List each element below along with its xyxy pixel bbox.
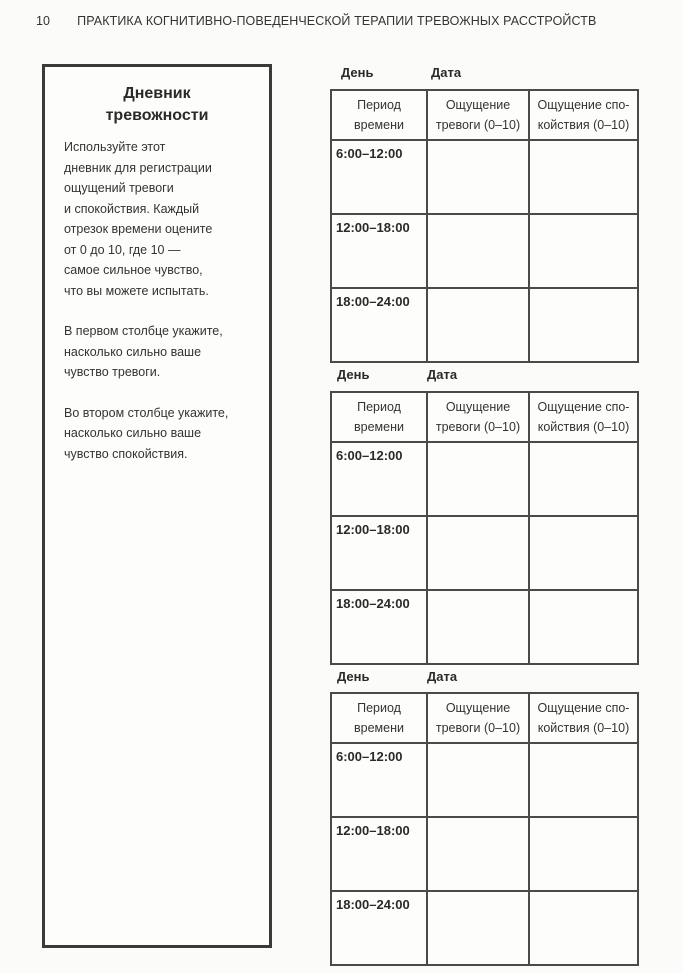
diary-table: [330, 89, 639, 363]
instructions-line: от 0 до 10, где 10 —: [64, 242, 181, 257]
calm-cell[interactable]: [529, 288, 638, 362]
period-cell: 12:00–18:00: [331, 817, 427, 891]
anxiety-column-header: Ощущение тревоги (0–10): [427, 90, 529, 140]
instructions-line: и спокойствия. Каждый: [64, 201, 200, 216]
instructions-line: чувство спокойствия.: [64, 446, 188, 461]
first-column-note: [64, 321, 255, 383]
date-label: Дата: [427, 669, 458, 684]
anxiety-cell[interactable]: [427, 442, 529, 516]
day-date-row: [337, 367, 457, 382]
instructions-line: В первом столбце укажите,: [64, 324, 223, 338]
instructions-line: Во втором столбце укажите,: [64, 405, 229, 420]
sidebar-title: [45, 83, 269, 127]
running-head: [36, 14, 596, 28]
period-cell: 18:00–24:00: [331, 288, 427, 362]
period-cell: 12:00–18:00: [331, 214, 427, 288]
instructions-line: самое сильное чувство,: [64, 263, 203, 277]
second-column-note: [64, 403, 255, 465]
table-header-row: [331, 392, 638, 442]
diary-table: [330, 692, 639, 966]
anxiety-cell[interactable]: [427, 743, 529, 817]
period-cell: 6:00–12:00: [331, 743, 427, 817]
instructions-line: чувство тревоги.: [64, 365, 161, 379]
instructions-paragraph: [64, 137, 255, 301]
anxiety-column-header: Ощущение тревоги (0–10): [427, 392, 529, 442]
day-date-row: [337, 669, 457, 684]
day-label: День: [341, 65, 374, 80]
anxiety-column-header: Ощущение тревоги (0–10): [427, 693, 529, 743]
diary-table: [330, 391, 639, 665]
table-row: [331, 214, 638, 288]
anxiety-cell[interactable]: [427, 817, 529, 891]
day-label: День: [337, 367, 370, 382]
anxiety-cell[interactable]: [427, 516, 529, 590]
calm-cell[interactable]: [529, 817, 638, 891]
calm-cell[interactable]: [529, 214, 638, 288]
table-header-row: [331, 693, 638, 743]
day-date-row: [341, 65, 461, 80]
anxiety-cell[interactable]: [427, 590, 529, 664]
period-column-header: Период времени: [331, 392, 427, 442]
table-row: [331, 140, 638, 214]
calm-cell[interactable]: [529, 516, 638, 590]
table-row: [331, 743, 638, 817]
table-row: [331, 516, 638, 590]
anxiety-cell[interactable]: [427, 140, 529, 214]
book-title: ПРАКТИКА КОГНИТИВНО-ПОВЕДЕНЧЕСКОЙ ТЕРАПИИ ТРЕВОЖНЫХ РАССТРОЙСТВ: [77, 14, 597, 28]
instructions-line: Используйте этот: [64, 140, 166, 154]
date-label: Дата: [431, 65, 462, 80]
calm-cell[interactable]: [529, 590, 638, 664]
period-column-header: Период времени: [331, 693, 427, 743]
date-label: Дата: [427, 367, 458, 382]
table-row: [331, 288, 638, 362]
calm-cell[interactable]: [529, 442, 638, 516]
table-header-row: [331, 90, 638, 140]
table-row: [331, 590, 638, 664]
sidebar-title-line: Дневник: [123, 85, 191, 102]
sidebar-title-line: тревожности: [105, 107, 209, 124]
table-row: [331, 817, 638, 891]
instruction-sidebar: [42, 64, 272, 948]
calm-cell[interactable]: [529, 743, 638, 817]
instructions-line: насколько сильно ваше: [64, 426, 202, 440]
calm-column-header: Ощущение спо- койствия (0–10): [529, 693, 638, 743]
calm-cell[interactable]: [529, 891, 638, 965]
period-cell: 6:00–12:00: [331, 140, 427, 214]
period-cell: 12:00–18:00: [331, 516, 427, 590]
instructions-line: отрезок времени оцените: [64, 222, 213, 236]
calm-cell[interactable]: [529, 140, 638, 214]
instructions-line: дневник для регистрации: [64, 160, 212, 175]
period-column-header: Период времени: [331, 90, 427, 140]
table-row: [331, 891, 638, 965]
page-number: 10: [36, 14, 51, 28]
anxiety-cell[interactable]: [427, 288, 529, 362]
instructions-line: насколько сильно ваше: [64, 344, 202, 359]
calm-column-header: Ощущение спо- койствия (0–10): [529, 392, 638, 442]
anxiety-cell[interactable]: [427, 891, 529, 965]
instructions-line: что вы можете испытать.: [64, 283, 209, 298]
calm-column-header: Ощущение спо- койствия (0–10): [529, 90, 638, 140]
period-cell: 18:00–24:00: [331, 590, 427, 664]
period-cell: 18:00–24:00: [331, 891, 427, 965]
table-row: [331, 442, 638, 516]
day-label: День: [337, 669, 370, 684]
anxiety-cell[interactable]: [427, 214, 529, 288]
instructions-line: ощущений тревоги: [64, 181, 174, 195]
period-cell: 6:00–12:00: [331, 442, 427, 516]
